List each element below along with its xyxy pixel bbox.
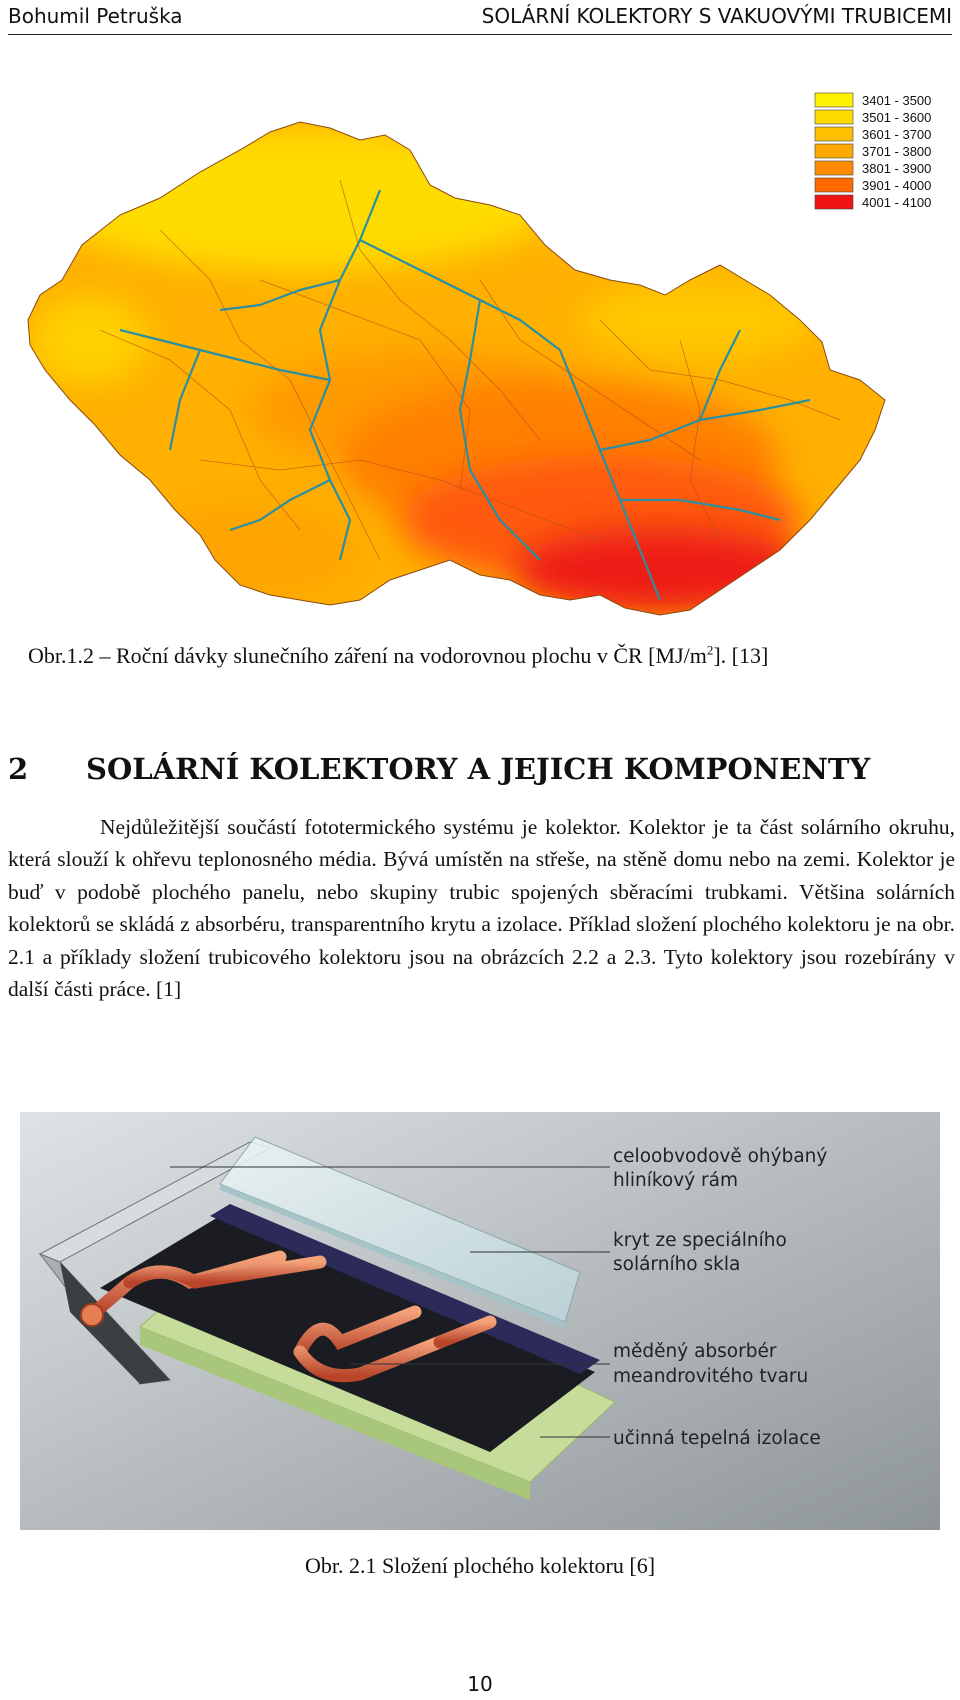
label-insulation: učinná tepelná izolace bbox=[613, 1428, 821, 1449]
page-number: 10 bbox=[467, 1672, 493, 1696]
section-title: SOLÁRNÍ KOLEKTORY A JEJICH KOMPONENTY bbox=[86, 752, 871, 786]
legend-swatch bbox=[815, 144, 853, 158]
legend-label: 3701 - 3800 bbox=[862, 144, 932, 159]
legend-item bbox=[815, 195, 931, 210]
legend-item bbox=[815, 161, 931, 176]
legend-swatch bbox=[815, 161, 853, 175]
legend-item bbox=[815, 144, 931, 159]
legend-swatch bbox=[815, 93, 853, 107]
figure-1-caption bbox=[28, 643, 768, 669]
header-title: SOLÁRNÍ KOLEKTORY S VAKUOVÝMI TRUBICEMI bbox=[481, 4, 952, 28]
legend-label: 4001 - 4100 bbox=[862, 195, 932, 210]
flat-collector-diagram bbox=[20, 1112, 940, 1530]
caption-superscript: 2 bbox=[706, 642, 714, 658]
legend-label: 3901 - 4000 bbox=[862, 178, 932, 193]
legend-swatch bbox=[815, 178, 853, 192]
legend-item bbox=[815, 178, 931, 193]
legend-swatch bbox=[815, 127, 853, 141]
legend-swatch bbox=[815, 195, 853, 209]
figure-2-caption: Obr. 2.1 Složení plochého kolektoru [6] bbox=[304, 1553, 656, 1578]
label-glass-1: kryt ze speciálního bbox=[613, 1230, 787, 1251]
legend-item bbox=[815, 110, 931, 125]
solar-radiation-map bbox=[0, 80, 960, 625]
label-absorber-2: meandrovitého tvaru bbox=[613, 1366, 809, 1387]
legend-item bbox=[815, 127, 931, 142]
label-frame-1: celoobvodově ohýbaný bbox=[613, 1146, 828, 1167]
label-absorber-1: měděný absorbér bbox=[613, 1341, 777, 1362]
label-frame-2: hliníkový rám bbox=[613, 1170, 738, 1191]
body-paragraph: Nejdůležitější součástí fototermického systému je kolektor. Kolektor je ta část solárního okruhu, která slouží k ohřevu teplonosného média. Bývá umístěn na střeše, na stěně domu nebo na zemi. Kolektor je buď v podobě plochého panelu, nebo skupiny trubic spojených sběracími trubkami. Většina solárních kolektorů se skládá z absorbéru, transparentního krytu a izolace. Příklad složení plochého kolektoru je na obr. 2.1 a příklady složení trubicového kolektoru jsou na obrázcích 2.2 a 2.3. Tyto kolektory jsou rozebírány v další části práce. [1] bbox=[8, 815, 955, 1002]
legend-label: 3401 - 3500 bbox=[862, 93, 932, 108]
caption-text-end: ]. [13] bbox=[713, 643, 769, 668]
running-header bbox=[8, 0, 952, 35]
legend-label: 3501 - 3600 bbox=[862, 110, 932, 125]
caption-text: Obr.1.2 – Roční dávky slunečního záření na vodorovnou plochu v ČR [MJ/m bbox=[28, 643, 707, 668]
section-number: 2 bbox=[8, 752, 29, 786]
legend-label: 3801 - 3900 bbox=[862, 161, 932, 176]
legend-label: 3601 - 3700 bbox=[862, 127, 932, 142]
map-legend bbox=[815, 93, 931, 210]
legend-item bbox=[815, 93, 931, 108]
label-glass-2: solárního skla bbox=[613, 1254, 741, 1275]
section-heading bbox=[8, 752, 948, 786]
legend-swatch bbox=[815, 110, 853, 124]
header-author: Bohumil Petruška bbox=[8, 4, 183, 28]
